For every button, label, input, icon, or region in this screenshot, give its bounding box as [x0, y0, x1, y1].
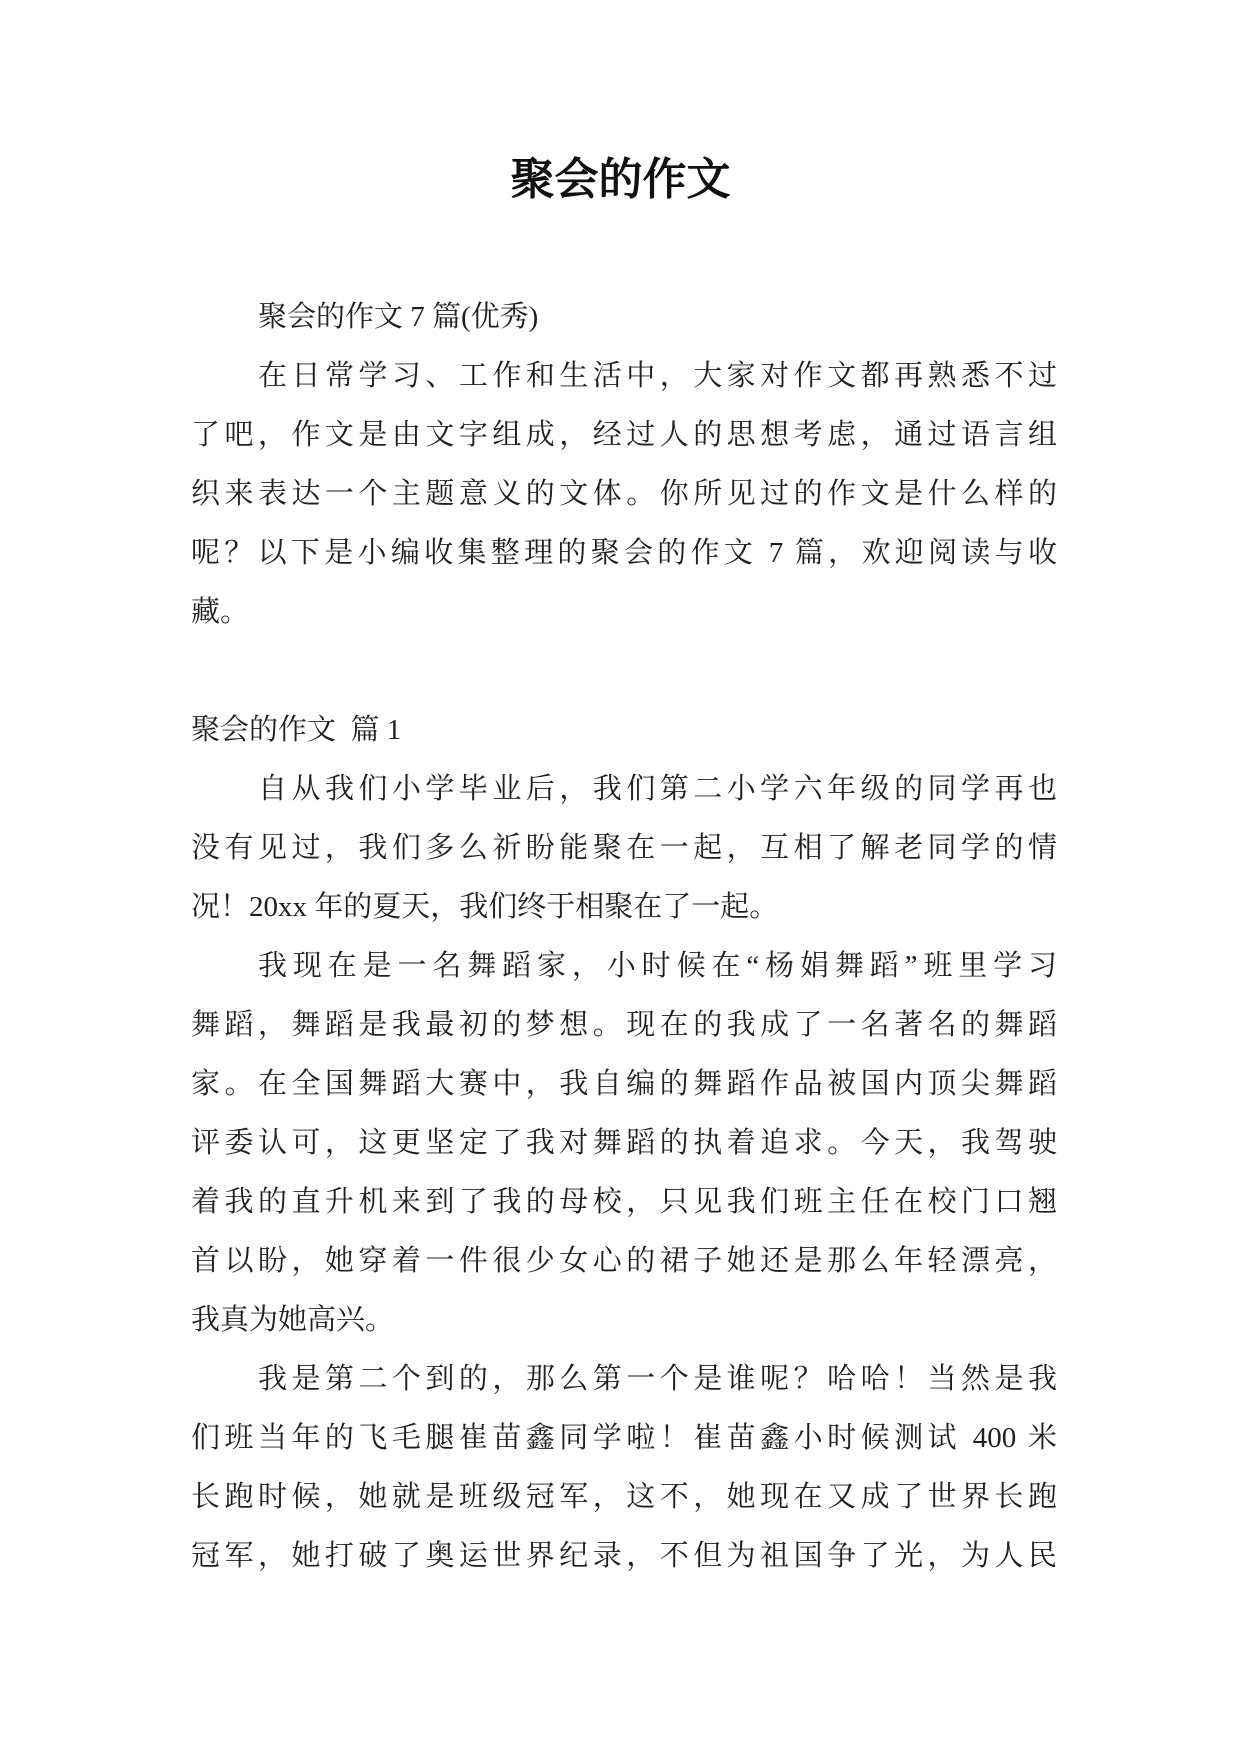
paragraph-line: 自从我们小学毕业后，我们第二小学六年级的同学再也	[258, 773, 1057, 805]
paragraph-line: 家。在全国舞蹈大赛中，我自编的舞蹈作品被国内顶尖舞蹈	[191, 1068, 1057, 1100]
paragraph-line: 没有见过，我们多么祈盼能聚在一起，互相了解老同学的情	[191, 832, 1057, 864]
paragraph-line: 们班当年的飞毛腿崔苗鑫同学啦！崔苗鑫小时候测试 400 米	[191, 1422, 1057, 1454]
paragraph-line: 织来表达一个主题意义的文体。你所见过的作文是什么样的	[191, 478, 1057, 510]
paragraph-line: 况！20xx 年的夏天，我们终于相聚在了一起。	[191, 891, 779, 923]
paragraph-line: 长跑时候，她就是班级冠军，这不，她现在又成了世界长跑	[191, 1481, 1057, 1513]
document-body	[191, 288, 1057, 1586]
paragraph-line: 我真为她高兴。	[191, 1304, 395, 1336]
paragraph-line: 在日常学习、工作和生活中，大家对作文都再熟悉不过	[258, 360, 1057, 392]
section-heading: 聚会的作文 篇 1	[191, 714, 402, 746]
paragraph-line: 我是第二个到的，那么第一个是谁呢？哈哈！当然是我	[258, 1363, 1057, 1395]
paragraph-line: 我现在是一名舞蹈家，小时候在“杨娟舞蹈”班里学习	[258, 950, 1057, 982]
paragraph	[191, 1350, 1057, 1586]
paragraph-line: 首以盼，她穿着一件很少女心的裙子她还是那么年轻漂亮，	[191, 1245, 1057, 1277]
document-title: 聚会的作文	[510, 155, 731, 204]
paragraph-line: 呢？以下是小编收集整理的聚会的作文 7 篇，欢迎阅读与收	[191, 537, 1057, 569]
paragraph	[191, 937, 1057, 1350]
paragraph-line: 藏。	[191, 596, 250, 628]
paragraph-line: 了吧，作文是由文字组成，经过人的思想考虑，通过语言组	[191, 419, 1057, 451]
intro-paragraph	[191, 347, 1057, 642]
paragraph-line: 舞蹈，舞蹈是我最初的梦想。现在的我成了一名著名的舞蹈	[191, 1009, 1057, 1041]
blank-line	[191, 642, 1057, 701]
paragraph-line: 评委认可，这更坚定了我对舞蹈的执着追求。今天，我驾驶	[191, 1127, 1057, 1159]
paragraph	[191, 760, 1057, 937]
paragraph-line: 冠军，她打破了奥运世界纪录，不但为祖国争了光，为人民	[191, 1540, 1057, 1572]
document-subtitle: 聚会的作文 7 篇(优秀)	[258, 301, 539, 333]
paragraph-line: 着我的直升机来到了我的母校，只见我们班主任在校门口翘	[191, 1186, 1057, 1218]
